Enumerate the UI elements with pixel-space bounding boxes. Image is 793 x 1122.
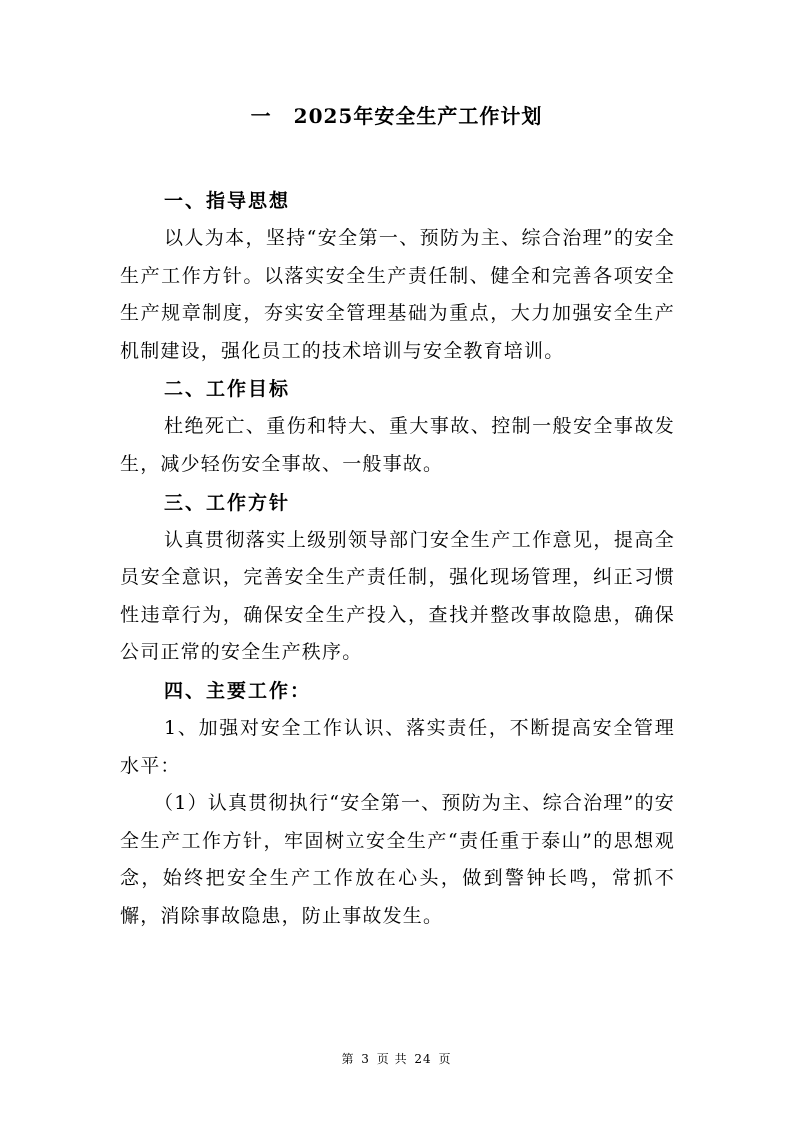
- section-paragraph: 认真贯彻落实上级别领导部门安全生产工作意见，提高全员安全意识，完善安全生产责任制，强化现场管理，纠正习惯性违章行为，确保安全生产投入，查找并整改事故隐患，确保公司正常的安全生产秩序。: [120, 528, 675, 664]
- section-heading-work-policy: 三、工作方针: [164, 491, 291, 514]
- section-paragraph: 杜绝死亡、重伤和特大、重大事故、控制一般安全事故发生，减少轻伤安全事故、一般事故。: [120, 415, 675, 475]
- document-body: [120, 182, 675, 936]
- title-prefix: 一: [250, 104, 272, 128]
- section-heading-work-goals: 二、工作目标: [164, 378, 291, 401]
- document-title: [0, 100, 793, 129]
- title-text: 2025年安全生产工作计划: [293, 104, 543, 128]
- footer-middle: 页 共: [376, 1052, 408, 1066]
- footer-total-pages: 24: [414, 1052, 432, 1066]
- section-paragraph: 以人为本，坚持“安全第一、预防为主、综合治理”的安全生产工作方针。以落实安全生产责任制、健全和完善各项安全生产规章制度，夯实安全管理基础为重点，大力加强安全生产机制建设，强化员工的技术培训与安全教育培训。: [120, 227, 675, 362]
- footer-suffix: 页: [438, 1052, 452, 1066]
- footer-current-page: 3: [361, 1052, 370, 1066]
- page-footer: [0, 1050, 793, 1067]
- section-subparagraph: （1）认真贯彻执行“安全第一、预防为主、综合治理”的安全生产工作方针，牢固树立安全生产“责任重于泰山”的思想观念，始终把安全生产工作放在心头，做到警钟长鸣，常抓不懈，消除事故隐患，防止事故发生。: [120, 792, 675, 927]
- footer-prefix: 第: [341, 1052, 355, 1066]
- section-heading-guiding-ideology: 一、指导思想: [164, 190, 291, 212]
- section-heading-main-work: 四、主要工作：: [164, 679, 312, 702]
- section-paragraph: 1、加强对安全工作认识、落实责任，不断提高安全管理水平：: [120, 716, 675, 777]
